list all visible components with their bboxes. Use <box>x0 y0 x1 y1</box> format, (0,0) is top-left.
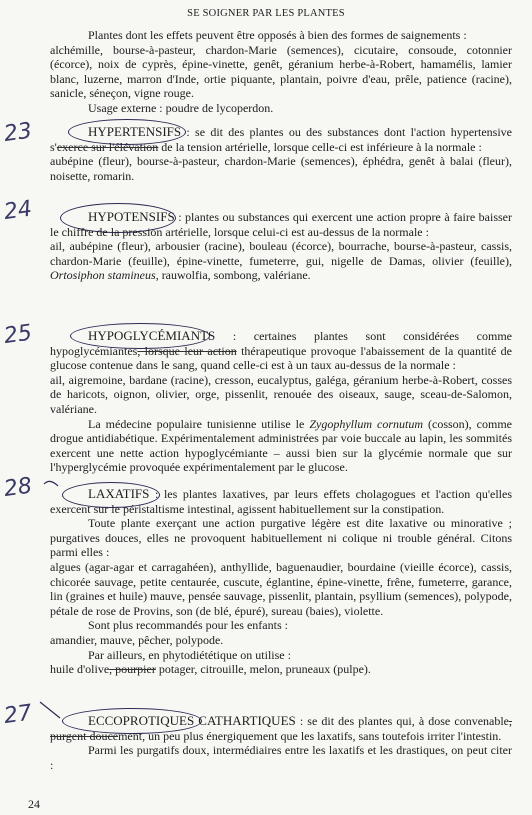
running-header: SE SOIGNER PAR LES PLANTES <box>187 8 345 19</box>
term-cathartiques: CATHARTIQUES <box>198 713 296 728</box>
hypertensifs-def-after: de la tension artérielle, lorsque celle-ci est inférieure à la normale : <box>158 139 482 154</box>
hypotensifs-def: : plantes ou substances qui exercent une action propre à faire baisser le chiffre de la pression artérielle, lorsque celui-ci est au-dessus de la normale : <box>50 210 512 239</box>
eccoprotiques-def-before: : se dit des plantes qui, à dose convenable <box>299 714 510 728</box>
term-hypertensifs: HYPERTENSIFS <box>88 124 182 139</box>
hypoglycemiants-plant-list: ail, aigremoine, bardane (racine), cresson, eucalyptus, galéga, géranium herbe-à-Robert, cosses de haricots, oignon, olivier, orge, pissenlit, renouée des oiseaux, sauge, sceau-de-Salomon, valériane. <box>50 372 512 416</box>
hypotensifs-list-part: ail, aubépine (fleur), arbousier (racine), bouleau (écorce), bourrache, bourse-à-pasteur, cassis, chardon-Marie (feuille), épine-vinette, fumeterre, gui, nigelle de Damas, olivier (feuille), <box>50 239 512 268</box>
hypotensifs-latin-name: Ortosiphon stamineus <box>50 268 156 283</box>
children-list: amandier, mauve, pêcher, polypode. <box>50 632 224 647</box>
hypotensifs-list-end: , rauwolfia, sombong, valériane. <box>155 268 311 283</box>
term-hypotensifs: HYPOTENSIFS <box>88 209 175 224</box>
laxatifs-def: : les plantes laxatives, par leurs effets cholagogues et l'action qu'elles exercent sur le péristaltisme intestinal, agissent habituellement sur la constipation. <box>50 487 513 516</box>
diet-list-after: potager, citrouille, melon, pruneaux (pulpe). <box>155 662 371 677</box>
hypoglycemiants-def-struck: , lorsque leur action <box>137 343 237 358</box>
laxatifs-plant-list: algues (agar-agar et carragahéen), anthyllide, baguenaudier, bourdaine (vieille écorce), cassis, chicorée sauvage, petite centaurée, cuscute, églantine, épine-vinette, frêne, fumeterre, garance, lin (graines et huile) mauve, pensée sauvage, pissenlit, plantain, psyllium (semences), polypode, pétale de rose de Provins, son (de blé, épuré), sureau (baies), violette. <box>50 559 512 618</box>
hypoglycemiants-def-before: : certaines plantes sont considérées comme hypoglycémiantes <box>50 329 512 358</box>
hypertensifs-def-before: : se dit des plantes ou des substances dont l'action hypertensive s' <box>50 125 512 154</box>
tunisian-para-before: La médecine populaire tunisienne utilise le <box>88 416 310 431</box>
diet-intro: Par ailleurs, en phytodiététique on utilise : <box>88 647 291 662</box>
margin-number-23: 23 <box>2 118 34 148</box>
margin-number-25: 25 <box>2 320 34 350</box>
diet-list-before: huile d'olive <box>50 662 110 677</box>
diet-list-struck: , pourpier <box>109 662 156 677</box>
hypertensifs-plant-list: aubépine (fleur), bourse-à-pasteur, chardon-Marie (semences), éphédra, genêt à balai (fleur), noisette, romarin. <box>50 154 512 183</box>
tunisian-para-after: (cosson), comme drogue antidiabétique. Expérimentalement administrées par voie buccale au lapin, les sommités exercent une nette action hypoglycémiante – aussi bien sur la glycémie normale que sur l'hyperglycémie provoquée expérimentalement par le glucose. <box>50 416 512 475</box>
external-use-note: Usage externe : poudre de lycoperdon. <box>88 100 274 115</box>
zygophyllum-latin-name: Zygophyllum cornutum <box>309 416 423 431</box>
hypertensifs-def-struck: exerce sur l'élévation <box>56 139 159 154</box>
hypoglycemiants-def-after: thérapeutique provoque l'abaissement de la quantité de glucose contenue dans le sang, quand celle-ci est à un taux au-dessus de la normale : <box>50 343 513 373</box>
term-laxatifs: LAXATIFS <box>88 486 150 501</box>
hemorrhage-intro: Plantes dont les effets peuvent être opposés à bien des formes de saignements : <box>88 28 467 42</box>
margin-number-28: 28 <box>2 473 34 503</box>
margin-number-27: 27 <box>2 700 34 730</box>
hemorrhage-plant-list: alchémille, bourse-à-pasteur, chardon-Marie (semences), cicutaire, consoude, cotonnier (écorce), noix de cyprès, épine-vinette, genêt, géranium herbe-à-Robert, hamamélis, lamier blanc, luzerne, marron d'Inde, ortie piquante, plantain, poivre d'eau, prêle, patience (racine), sanicle, séneçon, vigne rouge. <box>50 42 512 101</box>
page-number: 24 <box>28 797 40 811</box>
eccoprotiques-def-after: ment, un peu plus énergiquement que les laxatifs, sans toutefois irriter l'intestin. <box>118 728 502 743</box>
eccoprotiques-paragraph: Parmi les purgatifs doux, intermédiaires entre les laxatifs et les drastiques, on peut citer : <box>50 743 512 772</box>
children-intro: Sont plus recommandés pour les enfants : <box>88 618 288 633</box>
annotation-stroke <box>40 702 60 718</box>
laxatifs-paragraph: Toute plante exerçant une action purgative légère est dite laxative ou minorative ; purgatives douces, elles ne provoquent habituellement ni colique ni trouble général. Citons parmi elles : <box>50 516 512 560</box>
annotation-stroke <box>44 481 58 486</box>
term-hypoglycemiants: HYPOGLYCÉMIANTS <box>88 328 216 343</box>
margin-number-24: 24 <box>2 196 34 226</box>
eccoprotiques-def-struck: , purgent douce <box>50 714 513 743</box>
term-eccoprotiques: ECCOPROTIQUES <box>88 713 195 728</box>
